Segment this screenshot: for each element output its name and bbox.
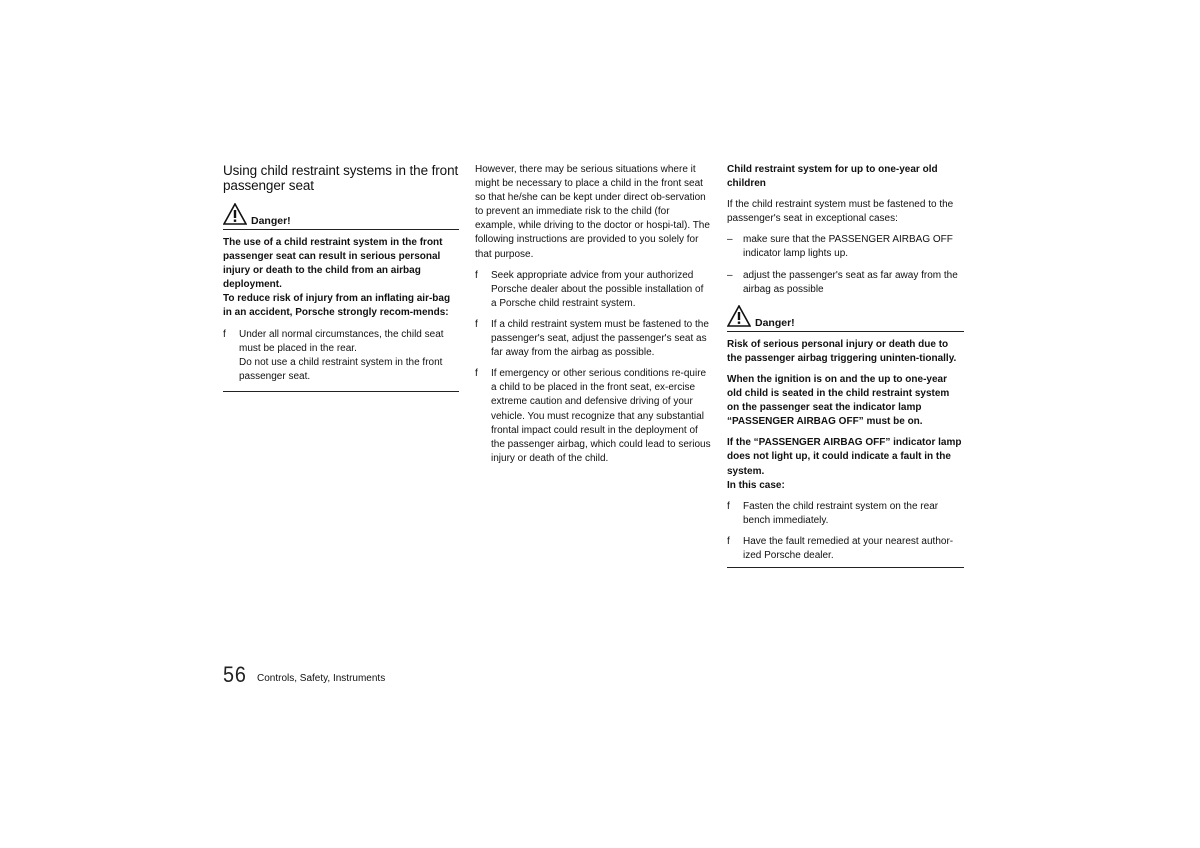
section-divider (727, 567, 964, 568)
bullet-mark: f (727, 535, 730, 547)
dash-item (727, 269, 964, 297)
danger-header (727, 311, 964, 332)
section-divider (223, 391, 459, 392)
danger-text: To reduce risk of injury from an inflating air-bag in an accident, Porsche strongly recom-mends: (223, 293, 451, 319)
list-item (727, 500, 964, 528)
danger-text: If the “PASSENGER AIRBAG OFF” indicator lamp does not light up, it could indicate a fault in the system. (727, 437, 962, 477)
list-item-text: If emergency or other serious conditions re-quire a child to be placed in the front seat, ex-ercise extreme caution and defensive driving of your vehicle. You must recognize that any substantial frontal impact could result in the deployment of the passenger airbag, which could lead to serious injury or death of the child. (491, 368, 711, 464)
subheading: Child restraint system for up to one-year old children (727, 164, 938, 190)
bullet-mark: f (475, 318, 478, 330)
list-item (223, 328, 459, 384)
bullet-mark: f (475, 269, 478, 281)
page-number: 56 (223, 662, 247, 687)
list-item-text: Do not use a child restraint system in the front passenger seat. (239, 356, 443, 382)
page-footer (223, 662, 386, 688)
dash-mark: – (727, 234, 733, 246)
footer-section-title: Controls, Safety, Instruments (257, 673, 386, 684)
danger-text: In this case: (727, 479, 785, 491)
list-item-text: adjust the passenger's seat as far away from the airbag as possible (743, 269, 958, 295)
bullet-mark: f (727, 500, 730, 512)
list-item-text: Fasten the child restraint system on the rear bench immediately. (743, 500, 939, 526)
danger-text: Risk of serious personal injury or death due to the passenger airbag triggering uninten-tionally. (727, 338, 957, 364)
danger-label: Danger! (755, 316, 795, 329)
list-item-text: If a child restraint system must be fastened to the passenger's seat, adjust the passenger's seat as far away from the airbag as possible. (491, 318, 709, 359)
list-item-text: make sure that the PASSENGER AIRBAG OFF indicator lamp lights up. (743, 234, 953, 260)
column-2 (475, 163, 711, 473)
dash-item (727, 233, 964, 261)
list-item-text: Have the fault remedied at your nearest author-ized Porsche dealer. (743, 535, 954, 561)
paragraph: However, there may be serious situations where it might be necessary to place a child in the front seat so that he/she can be kept under direct ob-servation to prevent an immediate risk to the child (for example, while driving to the doctor or hospi-tal). The following instructions are provided to you solely for that purpose. (475, 164, 710, 260)
warning-triangle-icon (727, 305, 751, 327)
bullet-mark: f (223, 328, 226, 340)
list-item (475, 318, 711, 360)
list-item (475, 367, 711, 466)
column-3 (727, 163, 964, 568)
paragraph: If the child restraint system must be fastened to the passenger's seat in exceptional cases: (727, 199, 954, 225)
dash-mark: – (727, 269, 733, 281)
list-item (475, 269, 711, 311)
danger-label: Danger! (251, 215, 291, 227)
danger-text: When the ignition is on and the up to one-year old child is seated in the child restraint system on the passenger seat the indicator lamp “PASSENGER AIRBAG OFF” must be on. (727, 373, 950, 428)
warning-triangle-icon (223, 203, 247, 225)
list-item-text: Seek appropriate advice from your authorized Porsche dealer about the possible installation of a Porsche child restraint system. (491, 269, 704, 309)
column-1 (223, 163, 459, 392)
danger-text: The use of a child restraint system in the front passenger seat can result in serious personal injury or death to the child from an airbag deployment. (223, 237, 443, 291)
danger-header (223, 209, 459, 230)
list-item (727, 535, 964, 563)
list-item-text: Under all normal circumstances, the child seat must be placed in the rear. (239, 328, 444, 354)
section-heading: Using child restraint systems in the front passenger seat (223, 163, 459, 193)
bullet-mark: f (475, 368, 478, 380)
